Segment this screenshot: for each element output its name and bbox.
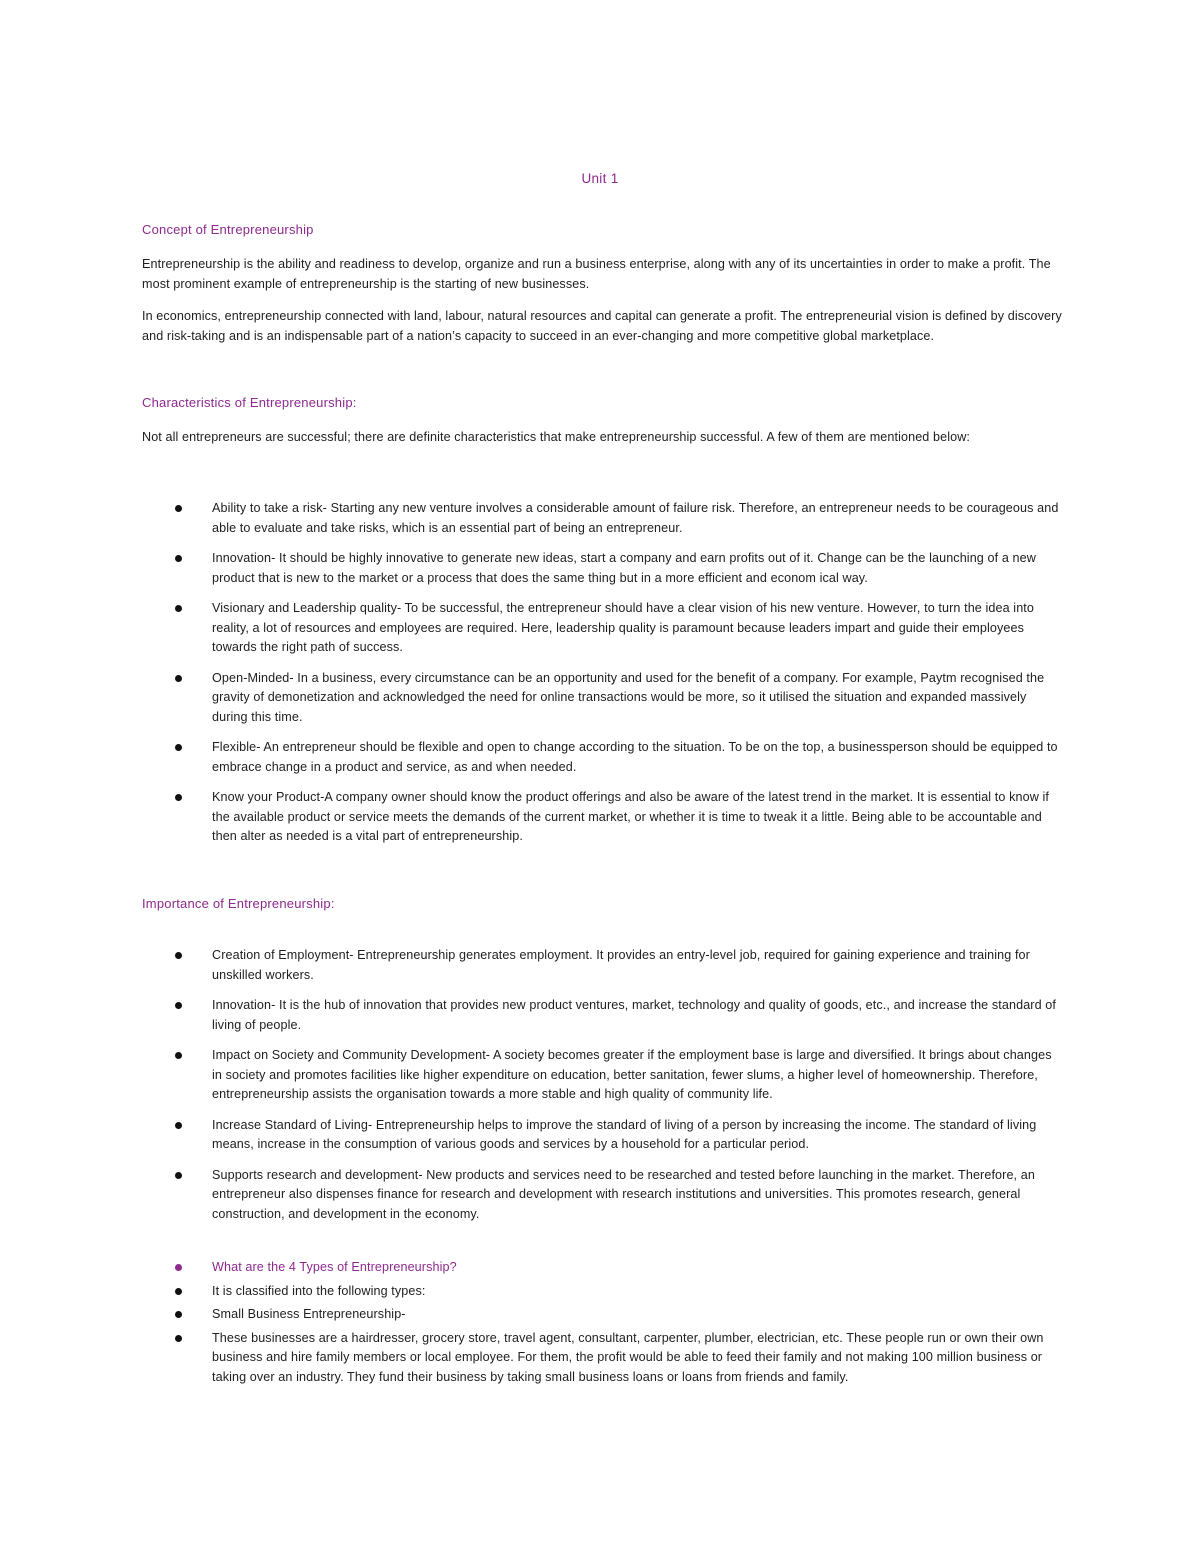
list-item [172,1046,1062,1105]
bullet-icon [175,1335,182,1342]
list-item-text: Flexible- An entrepreneur should be flexible and open to change according to the situation. To be on the top, a businessperson should be equipped to embrace change in a product and service, as and when needed. [212,740,1058,774]
bullet-icon [175,605,182,612]
list-item-text: These businesses are a hairdresser, grocery store, travel agent, consultant, carpenter, plumber, electrician, etc. These people run or own their own business and hire family members or local employee. For them, the profit would be able to feed their family and not making 100 million business or taking over an industry. They fund their business by taking small business loans or loans from friends and family. [212,1330,1044,1384]
list-item [172,1329,1062,1388]
bullet-icon [175,555,182,562]
bullet-icon [175,794,182,801]
importance-list [172,946,1062,1224]
list-item [172,499,1062,538]
document-title: Unit 1 [581,171,619,186]
heading-characteristics: Characteristics of Entrepreneurship: [142,395,357,410]
list-item [172,549,1062,588]
bullet-icon [175,675,182,682]
bullet-icon [175,1172,182,1179]
list-item [172,1166,1062,1225]
bullet-icon [175,1002,182,1009]
list-item-text: It is classified into the following types: [212,1283,426,1298]
heading-importance: Importance of Entrepreneurship: [142,896,335,911]
bullet-icon [175,744,182,751]
bullet-icon [175,1122,182,1129]
list-item-text: Creation of Employment- Entrepreneurship generates employment. It provides an entry-level job, required for gaining experience and training for unskilled workers. [212,948,1030,982]
heading-concept: Concept of Entrepreneurship [142,222,314,237]
types-question-heading: What are the 4 Types of Entrepreneurship? [212,1260,457,1274]
list-item [172,1305,1062,1325]
list-item-text: Supports research and development- New products and services need to be researched and tested before launching in the market. Therefore, an entrepreneur also dispenses finance for research and development with research institutions and universities. This promotes research, general construction, and development in the economy. [212,1167,1035,1221]
list-item-text: Innovation- It is the hub of innovation that provides new product ventures, market, technology and quality of goods, etc., and increase the standard of living of people. [212,998,1056,1032]
paragraph-concept-2: In economics, entrepreneurship connected with land, labour, natural resources and capital can generate a profit. The entrepreneurial vision is defined by discovery and risk-taking and is an indispensable part of a nation’s capacity to succeed in an ever-changing and more competitive global marketplace. [142,309,1062,343]
bullet-icon [175,1311,182,1318]
bullet-icon [175,952,182,959]
list-item [172,788,1062,847]
bullet-icon [175,1288,182,1295]
list-item [172,1258,1062,1278]
bullet-icon [175,1052,182,1059]
bullet-icon [175,1264,182,1271]
paragraph-characteristics-intro: Not all entrepreneurs are successful; there are definite characteristics that make entrepreneurship successful. A few of them are mentioned below: [142,430,971,444]
list-item [172,996,1062,1035]
list-item [172,1116,1062,1155]
list-item [172,669,1062,728]
list-item-text: Impact on Society and Community Development- A society becomes greater if the employment base is large and diversified. It brings about changes in society and promotes facilities like higher expenditure on education, better sanitation, fewer slums, a higher level of homeownership. Therefore, entrepreneurship assists the organisation towards a more stable and high quality of community life. [212,1048,1052,1101]
list-item-text: Visionary and Leadership quality- To be successful, the entrepreneur should have a clear vision of his new venture. However, to turn the idea into reality, a lot of resources and employees are required. Here, leadership quality is paramount because leaders impart and guide their employees towards the right path of success. [212,601,1035,654]
list-item [172,1282,1062,1302]
paragraph-concept-1: Entrepreneurship is the ability and readiness to develop, organize and run a business enterprise, along with any of its uncertainties in order to make a profit. The most prominent example of entrepreneurship is the starting of new businesses. [142,257,1051,291]
list-item-text: Innovation- It should be highly innovative to generate new ideas, start a company and earn profits out of it. Change can be the launching of a new product that is new to the market or a process that does the same thing but in a more efficient and econom ical way. [212,551,1036,585]
bullet-icon [175,505,182,512]
list-item-text: Ability to take a risk- Starting any new venture involves a considerable amount of failure risk. Therefore, an entrepreneur needs to be courageous and able to evaluate and take risks, which is an essential part of being an entrepreneur. [212,501,1059,535]
list-item [172,599,1062,658]
list-item-text: Increase Standard of Living- Entrepreneurship helps to improve the standard of living of a person by increasing the income. The standard of living means, increase in the consumption of various goods and services by a household for a particular period. [212,1117,1037,1151]
characteristics-list [172,499,1062,847]
list-item [172,946,1062,985]
types-list [172,1258,1062,1387]
list-item-text: Small Business Entrepreneurship- [212,1307,406,1321]
list-item-text: Open-Minded- In a business, every circumstance can be an opportunity and used for the benefit of a company. For example, Paytm recognised the gravity of demonetization and acknowledged the need for online transactions would be more, so it utilised the situation and expanded massively during this time. [212,670,1045,724]
list-item-text: Know your Product-A company owner should know the product offerings and also be aware of the latest trend in the market. It is essential to know if the available product or service meets the demands of the current market, or whether it is time to tweak it a little. Being able to be accountable and then alter as needed is a vital part of entrepreneurship. [212,790,1050,843]
list-item [172,738,1062,777]
